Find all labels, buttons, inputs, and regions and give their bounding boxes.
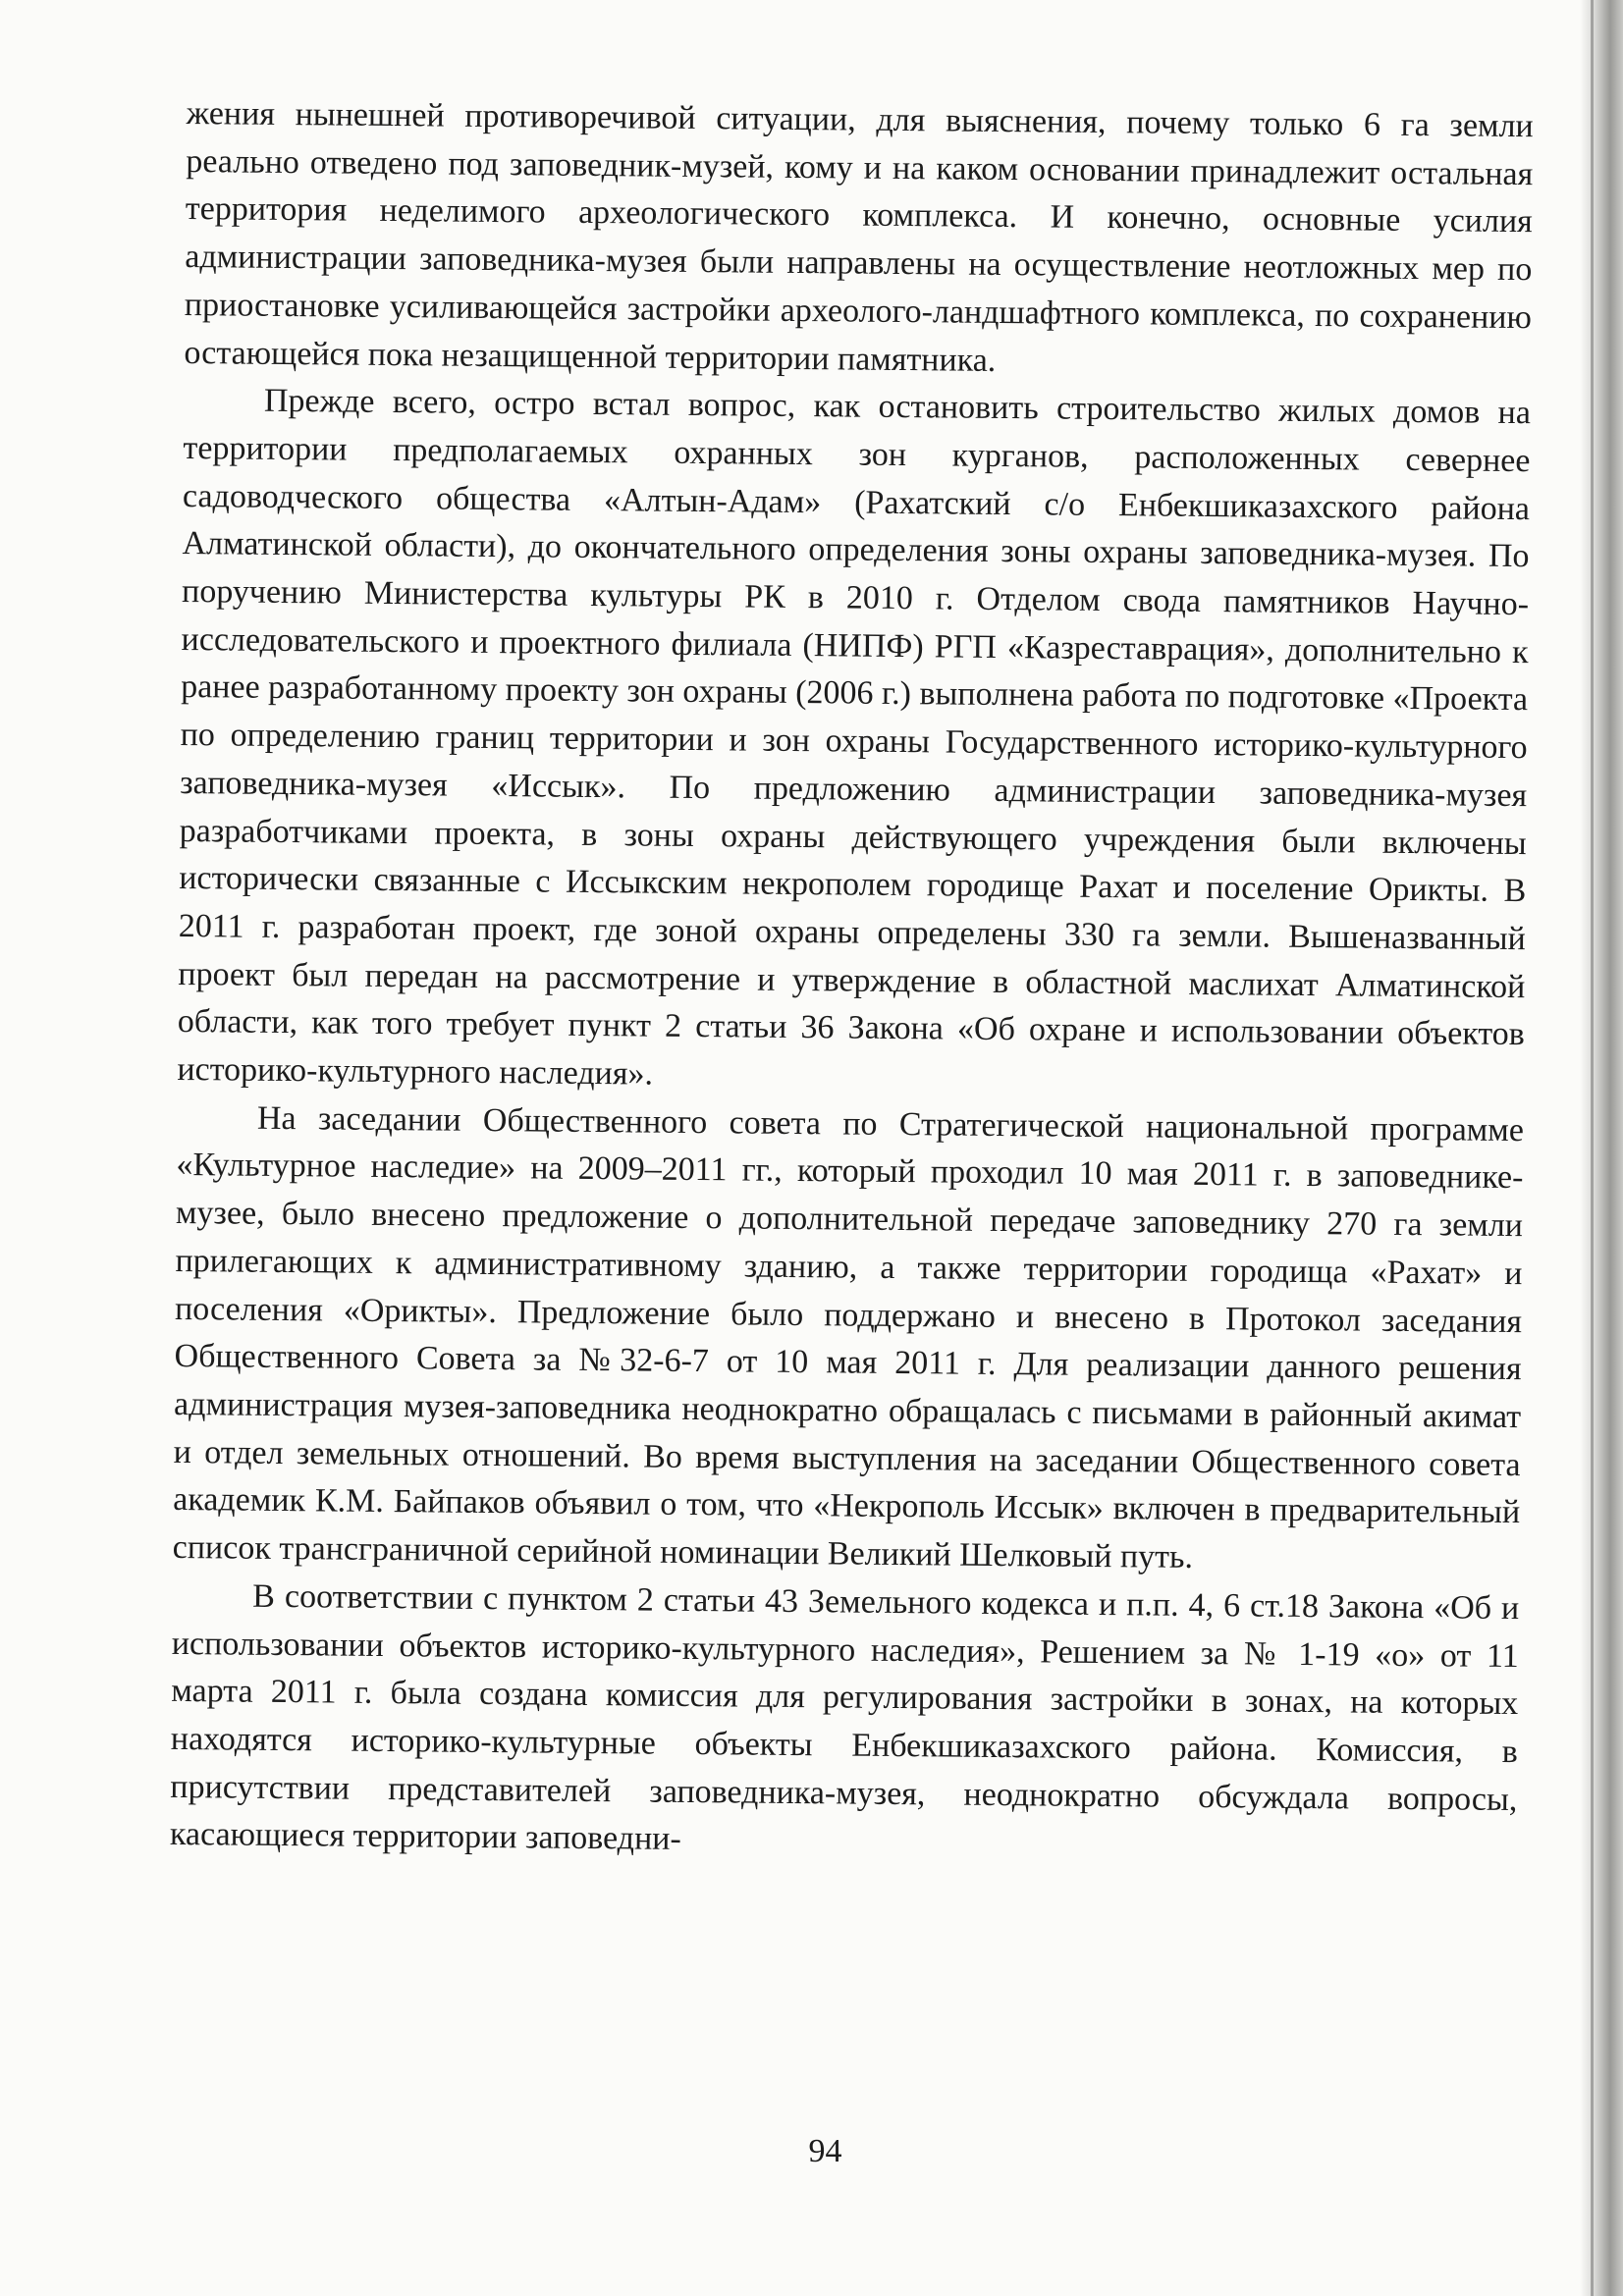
body-text bbox=[170, 90, 1534, 1872]
page-number: 94 bbox=[808, 2133, 842, 2169]
paragraph-2: Прежде всего, остро встал вопрос, как остановить строительство жилых домов на территории предполагаемых охранных зон курганов, расположенных севернее садоводческого общества «Алтын-Адам» (Рахатский с/о Енбекшиказахского района Алматинской области), до окончательного определения зоны охраны заповедника-музея. По поручению Министерства культуры РК в 2010 г. Отделом свода памятников Научно-исследовательского и проектного филиала (НИПФ) РГП «Казреставрация», дополнительно к ранее разработанному проекту зон охраны (2006 г.) выполнена работа по подготовке «Проекта по определению границ территории и зон охраны Государственного историко-культурного заповедника-музея «Иссык». По предложению администрации заповедника-музея разработчиками проекта, в зоны охраны действующего учреждения были включены исторически связанные с Иссыкским некрополем городище Рахат и поселение Орикты. В 2011 г. разработан проект, где зоной охраны определены 330 га земли. Вышеназванный проект был передан на рассмотрение и утверждение в областной маслихат Алматинской области, как того требует пункт 2 статьи 36 Закона «Об охране и использовании объектов историко-культурного наследия». bbox=[177, 382, 1532, 1093]
paragraph-4: В соответствии с пунктом 2 статьи 43 Земельного кодекса и п.п. 4, 6 ст.18 Закона «Об и использовании объектов историко-культурного наследия», Решением за № 1-19 «о» от 11 марта 2011 г. была создана комиссия для регулирования застройки в зонах, на которых находятся историко-культурные объекты Енбекшиказахского района. Комиссия, в присутствии представителей заповедника-музея, неоднократно обсуждала вопросы, касающиеся территории заповедни- bbox=[169, 1577, 1520, 1858]
book-binding-shadow bbox=[1580, 0, 1623, 2296]
paragraph-3: На заседании Общественного совета по Стратегической национальной программе «Культурное наследие» на 2009–2011 гг., который проходил 10 мая 2011 г. в заповеднике-музее, было внесено предложение о дополнительной передаче заповеднику 270 га земли прилегающих к административному зданию, а также территории городища «Рахат» и поселения «Орикты». Предложение было поддержано и внесено в Протокол заседания Общественного Совета за №32-6-7 от 10 мая 2011 г. Для реализации данного решения администрация музея-заповедника неоднократно обращалась с письмами в районный акимат и отдел земельных отношений. Во время выступления на заседании Общественного совета академик К.М. Байпаков объявил о том, что «Некрополь Иссык» включен в предварительный список трансграничной серийной номинации Великий Шелковый путь. bbox=[172, 1099, 1525, 1576]
book-binding-edge bbox=[1591, 0, 1594, 2296]
paragraph-1: жения нынешней противоречивой ситуации, для выяснения, почему только 6 га земли реально отведено под заповедник-музей, кому и на каком основании принадлежит остальная территория неделимого археологического комплекса. И конечно, основные усилия администрации заповедника-музея были направлены на осуществление неотложных мер по приостановке усиливающейся застройки археолого-ландшафтного комплекса, по сохранению остающейся пока незащищенной территории памятника. bbox=[184, 94, 1534, 379]
